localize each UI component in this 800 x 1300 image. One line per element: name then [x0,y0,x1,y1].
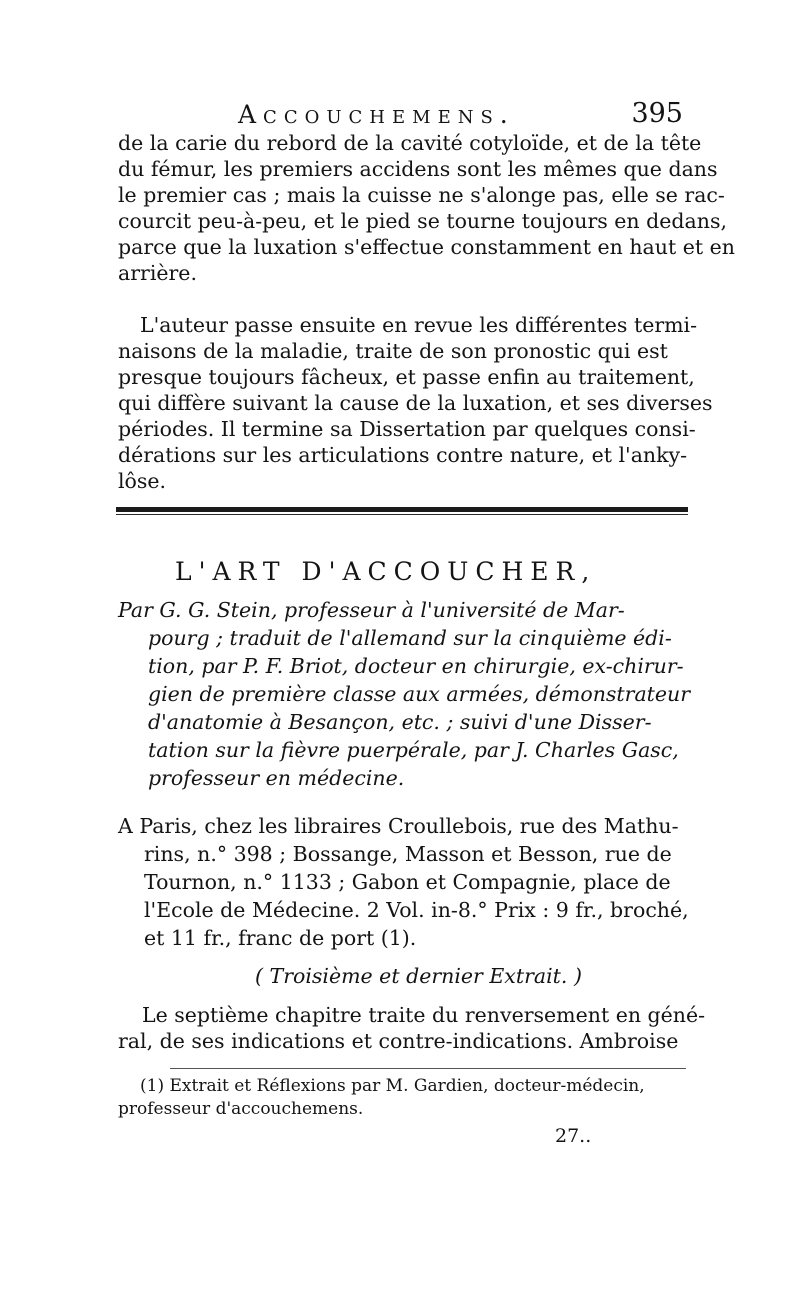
publication-info [118,812,688,952]
top-paragraph [118,130,735,286]
second-paragraph [118,312,713,494]
paragraph-line: courcit peu-à-peu, et le pied se tourne toujours en dedans, [118,209,727,233]
paragraph-line: Le septième chapitre traite du renversement en géné- [142,1003,706,1027]
byline-line: Par G. G. Stein, professeur à l'université de Mar- [118,598,625,622]
footnote-separator [170,1068,686,1069]
footnote-line: professeur d'accouchemens. [118,1099,364,1119]
paragraph-line: naisons de la maladie, traite de son pronostic qui est [118,339,668,363]
chapter-paragraph [118,1002,706,1054]
paragraph-line: L'auteur passe ensuite en revue les différentes termi- [140,313,698,337]
divider-thick-line [116,507,688,512]
paragraph-line: presque toujours fâcheux, et passe enfin au traitement, [118,365,695,389]
byline-line: gien de première classe aux armées, démonstrateur [148,682,691,706]
publication-line: et 11 fr., franc de port (1). [144,926,417,950]
book-byline [118,596,691,792]
extract-label: ( Troisième et dernier Extrait. ) [255,964,582,988]
byline-line: tation sur la fièvre puerpérale, par J. Charles Gasc, [148,738,679,762]
byline-line: professeur en médecine. [148,766,405,790]
publication-line: A Paris, chez les libraires Croullebois, rue des Mathu- [118,814,679,838]
section-divider [116,507,688,516]
paragraph-line: qui diffère suivant la cause de la luxation, et ses diverses [118,391,713,415]
publication-line: Tournon, n.° 1133 ; Gabon et Compagnie, place de [144,870,671,894]
running-title: Accouchemens. [238,100,515,129]
paragraph-line: de la carie du rebord de la cavité cotyloïde, et de la tête [118,131,702,155]
publication-line: rins, n.° 398 ; Bossange, Masson et Besson, rue de [144,842,672,866]
paragraph-line: dérations sur les articulations contre nature, et l'anky- [118,443,688,467]
paragraph-line: périodes. Il termine sa Dissertation par quelques consi- [118,417,696,441]
paragraph-line: lôse. [118,469,167,493]
signature-mark: 27.. [555,1125,592,1147]
paragraph-line: arrière. [118,261,197,285]
paragraph-line: ral, de ses indications et contre-indications. Ambroise [118,1029,679,1053]
paragraph-line: du fémur, les premiers accidens sont les mêmes que dans [118,157,718,181]
byline-line: pourg ; traduit de l'allemand sur la cinquième édi- [148,626,672,650]
book-title: L'ART D'ACCOUCHER, [175,557,597,586]
byline-line: tion, par P. F. Briot, docteur en chirurgie, ex-chirur- [148,654,684,678]
divider-thin-line [116,514,688,515]
footnote [118,1075,688,1121]
publication-line: l'Ecole de Médecine. 2 Vol. in-8.° Prix : 9 fr., broché, [144,898,689,922]
page-number: 395 [631,98,683,129]
byline-line: d'anatomie à Besançon, etc. ; suivi d'une Disser- [148,710,652,734]
footnote-line: (1) Extrait et Réflexions par M. Gardien, docteur-médecin, [140,1076,645,1096]
paragraph-line: le premier cas ; mais la cuisse ne s'alonge pas, elle se rac- [118,183,725,207]
paragraph-line: parce que la luxation s'effectue constamment en haut et en [118,235,735,259]
